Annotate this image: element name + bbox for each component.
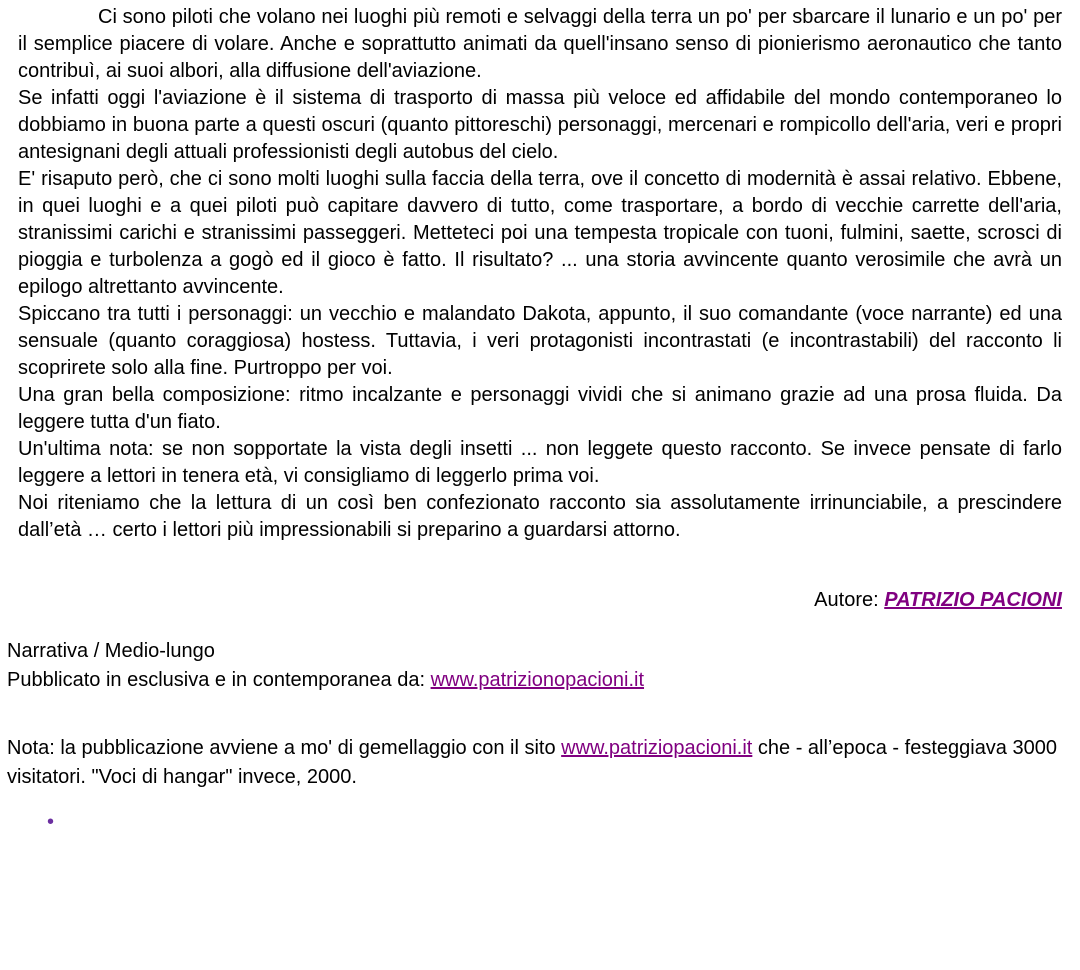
published-line — [7, 666, 644, 695]
paragraph-composition: Una gran bella composizione: ritmo incalzante e personaggi vividi che si animano grazie ad una prosa fluida. Da leggere tutta d'un fiato. — [18, 384, 1062, 433]
published-label: Pubblicato in esclusiva e in contemporanea da: — [7, 669, 431, 691]
publication-note — [7, 734, 1067, 792]
author-line — [18, 587, 1062, 614]
published-site-link[interactable]: www.patrizionopacioni.it — [430, 669, 645, 691]
author-name-link[interactable]: PATRIZIO PACIONI — [884, 589, 1062, 611]
paragraph-story-premise: E' risaputo però, che ci sono molti luoghi sulla faccia della terra, ove il concetto di modernità è assai relativo. Ebbene, in quei luoghi e a quei piloti può capitare davvero di tutto, come trasportare, a bordo di vecchie carrette dell'aria, stranissimi carichi e stranissimi passeggeri. Metteteci poi una tempesta tropicale con tuoni, fulmini, saette, scrosci di pioggia e turbolenza a gogò ed il gioco è fatto. Il risultato? ... una storia avvincente quanto verosimile che avrà un epilogo altrettanto avvincente. — [18, 168, 1062, 298]
category-text: Narrativa / Medio-lungo — [7, 640, 215, 662]
note-prefix: Nota: la pubblicazione avviene a mo' di gemellaggio con il sito — [7, 737, 562, 759]
paragraph-characters: Spiccano tra tutti i personaggi: un vecchio e malandato Dakota, appunto, il suo comandante (voce narrante) ed una sensuale (quanto coraggiosa) hostess. Tuttavia, i veri protagonisti incontrastati (e incontrastabili) del racconto li scoprirete solo alla fine. Purtroppo per voi. — [18, 303, 1062, 379]
paragraph-last-note: Un'ultima nota: se non sopportate la vista degli insetti ... non leggete questo racconto. Se invece pensate di farlo leggere a lettori in tenera età, vi consigliamo di leggerlo prima voi. — [18, 438, 1062, 487]
empty-list-bullet: • — [47, 811, 55, 833]
paragraph-intro: Ci sono piloti che volano nei luoghi più remoti e selvaggi della terra un po' per sbarcare il lunario e un po' per il semplice piacere di volare. Anche e soprattutto animati da quell'insano senso di pionierismo aeronautico che tanto contribuì, ai suoi albori, alla diffusione dell'aviazione. — [18, 6, 1062, 82]
paragraph-conclusion: Noi riteniamo che la lettura di un così ben confezionato racconto sia assolutamente irrinunciabile, a prescindere dall’età … certo i lettori più impressionabili si preparino a guardarsi attorno. — [18, 492, 1062, 541]
note-site-link[interactable]: www.patriziopacioni.it — [561, 737, 753, 759]
note-suffix: che - all’epoca - festeggiava 3000 visitatori. "Voci di hangar" invece, 2000. — [7, 737, 1057, 788]
author-label: Autore: — [814, 589, 885, 611]
publication-meta — [7, 637, 644, 695]
paragraph-aviation-history: Se infatti oggi l'aviazione è il sistema di trasporto di massa più veloce ed affidabile del mondo contemporaneo lo dobbiamo in buona parte a questi oscuri (quanto pittoreschi) personaggi, mercenari e rompicollo dell'aria, veri e propri antesignani degli attuali professionisti degli autobus del cielo. — [18, 87, 1062, 163]
article-body — [18, 4, 1062, 544]
